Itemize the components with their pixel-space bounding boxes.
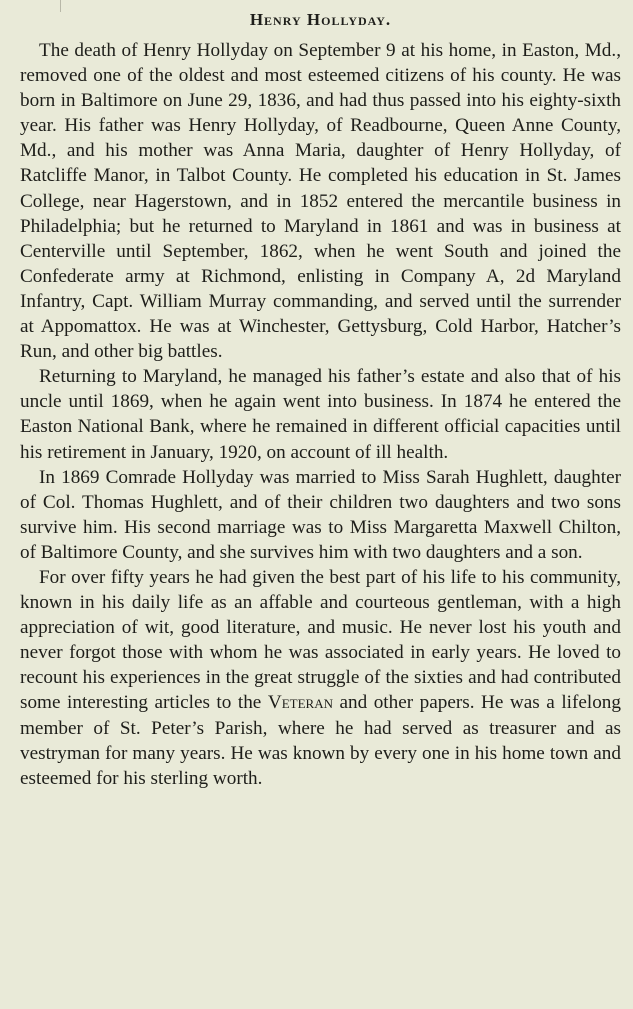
paragraph-biography: The death of Henry Hollyday on September 9 at his home, in Easton, Md., removed one of the oldest and most esteemed citizens of his county. He was born in Baltimore on June 29, 1836, and had thus passed into his eighty-sixth year. His father was Henry Hollyday, of Readbourne, Queen Anne County, Md., and his mother was Anna Maria, daughter of Henry Hollyday, of Ratcliffe Manor, in Talbot County. He completed his education in St. James College, near Hagerstown, and in 1852 entered the mercantile business in Philadelphia; but he returned to Maryland in 1861 and was in business at Centerville until September, 1862, when he went South and joined the Confederate army at Richmond, enlisting in Company A, 2d Maryland Infantry, Capt. William Murray commanding, and served until the surrender at Appomattox. He was at Winchester, Gettysburg, Cold Harbor, Hatcher’s Run, and other big battles.: [20, 40, 621, 363]
article-title: Henry Hollyday.: [249, 10, 392, 29]
paragraph-legacy: [20, 565, 621, 791]
legacy-text-end: and other papers. He was a lifelong member of St. Peter’s Parish, where he had served as treasurer and as vestryman for many years. He was known by every one in his home town and esteemed for his sterling worth.: [20, 692, 621, 789]
paragraph-career: Returning to Maryland, he managed his father’s estate and also that of his uncle until 1869, when he again went into business. In 1874 he entered the Easton National Bank, where he remained in different official capacities until his retirement in January, 1920, on account of ill health.: [20, 366, 621, 463]
publication-name: Veteran: [267, 692, 333, 714]
legacy-text-start: For over fifty years he had given the best part of his life to his community, known in his daily life as an affable and courteous gentleman, with a high appreciation of wit, good literature, and music. He never lost his youth and never forgot those with whom he was associated in early years. He loved to recount his experiences in the great struggle of the sixties and had contributed some interesting articles to the: [20, 566, 621, 714]
paragraph-family: In 1869 Comrade Hollyday was married to Miss Sarah Hughlett, daughter of Col. Thomas Hughlett, and of their children two daughters and two sons survive him. His second marriage was to Miss Margaretta Maxwell Chilton, of Baltimore County, and she survives him with two daughters and a son.: [20, 466, 621, 563]
